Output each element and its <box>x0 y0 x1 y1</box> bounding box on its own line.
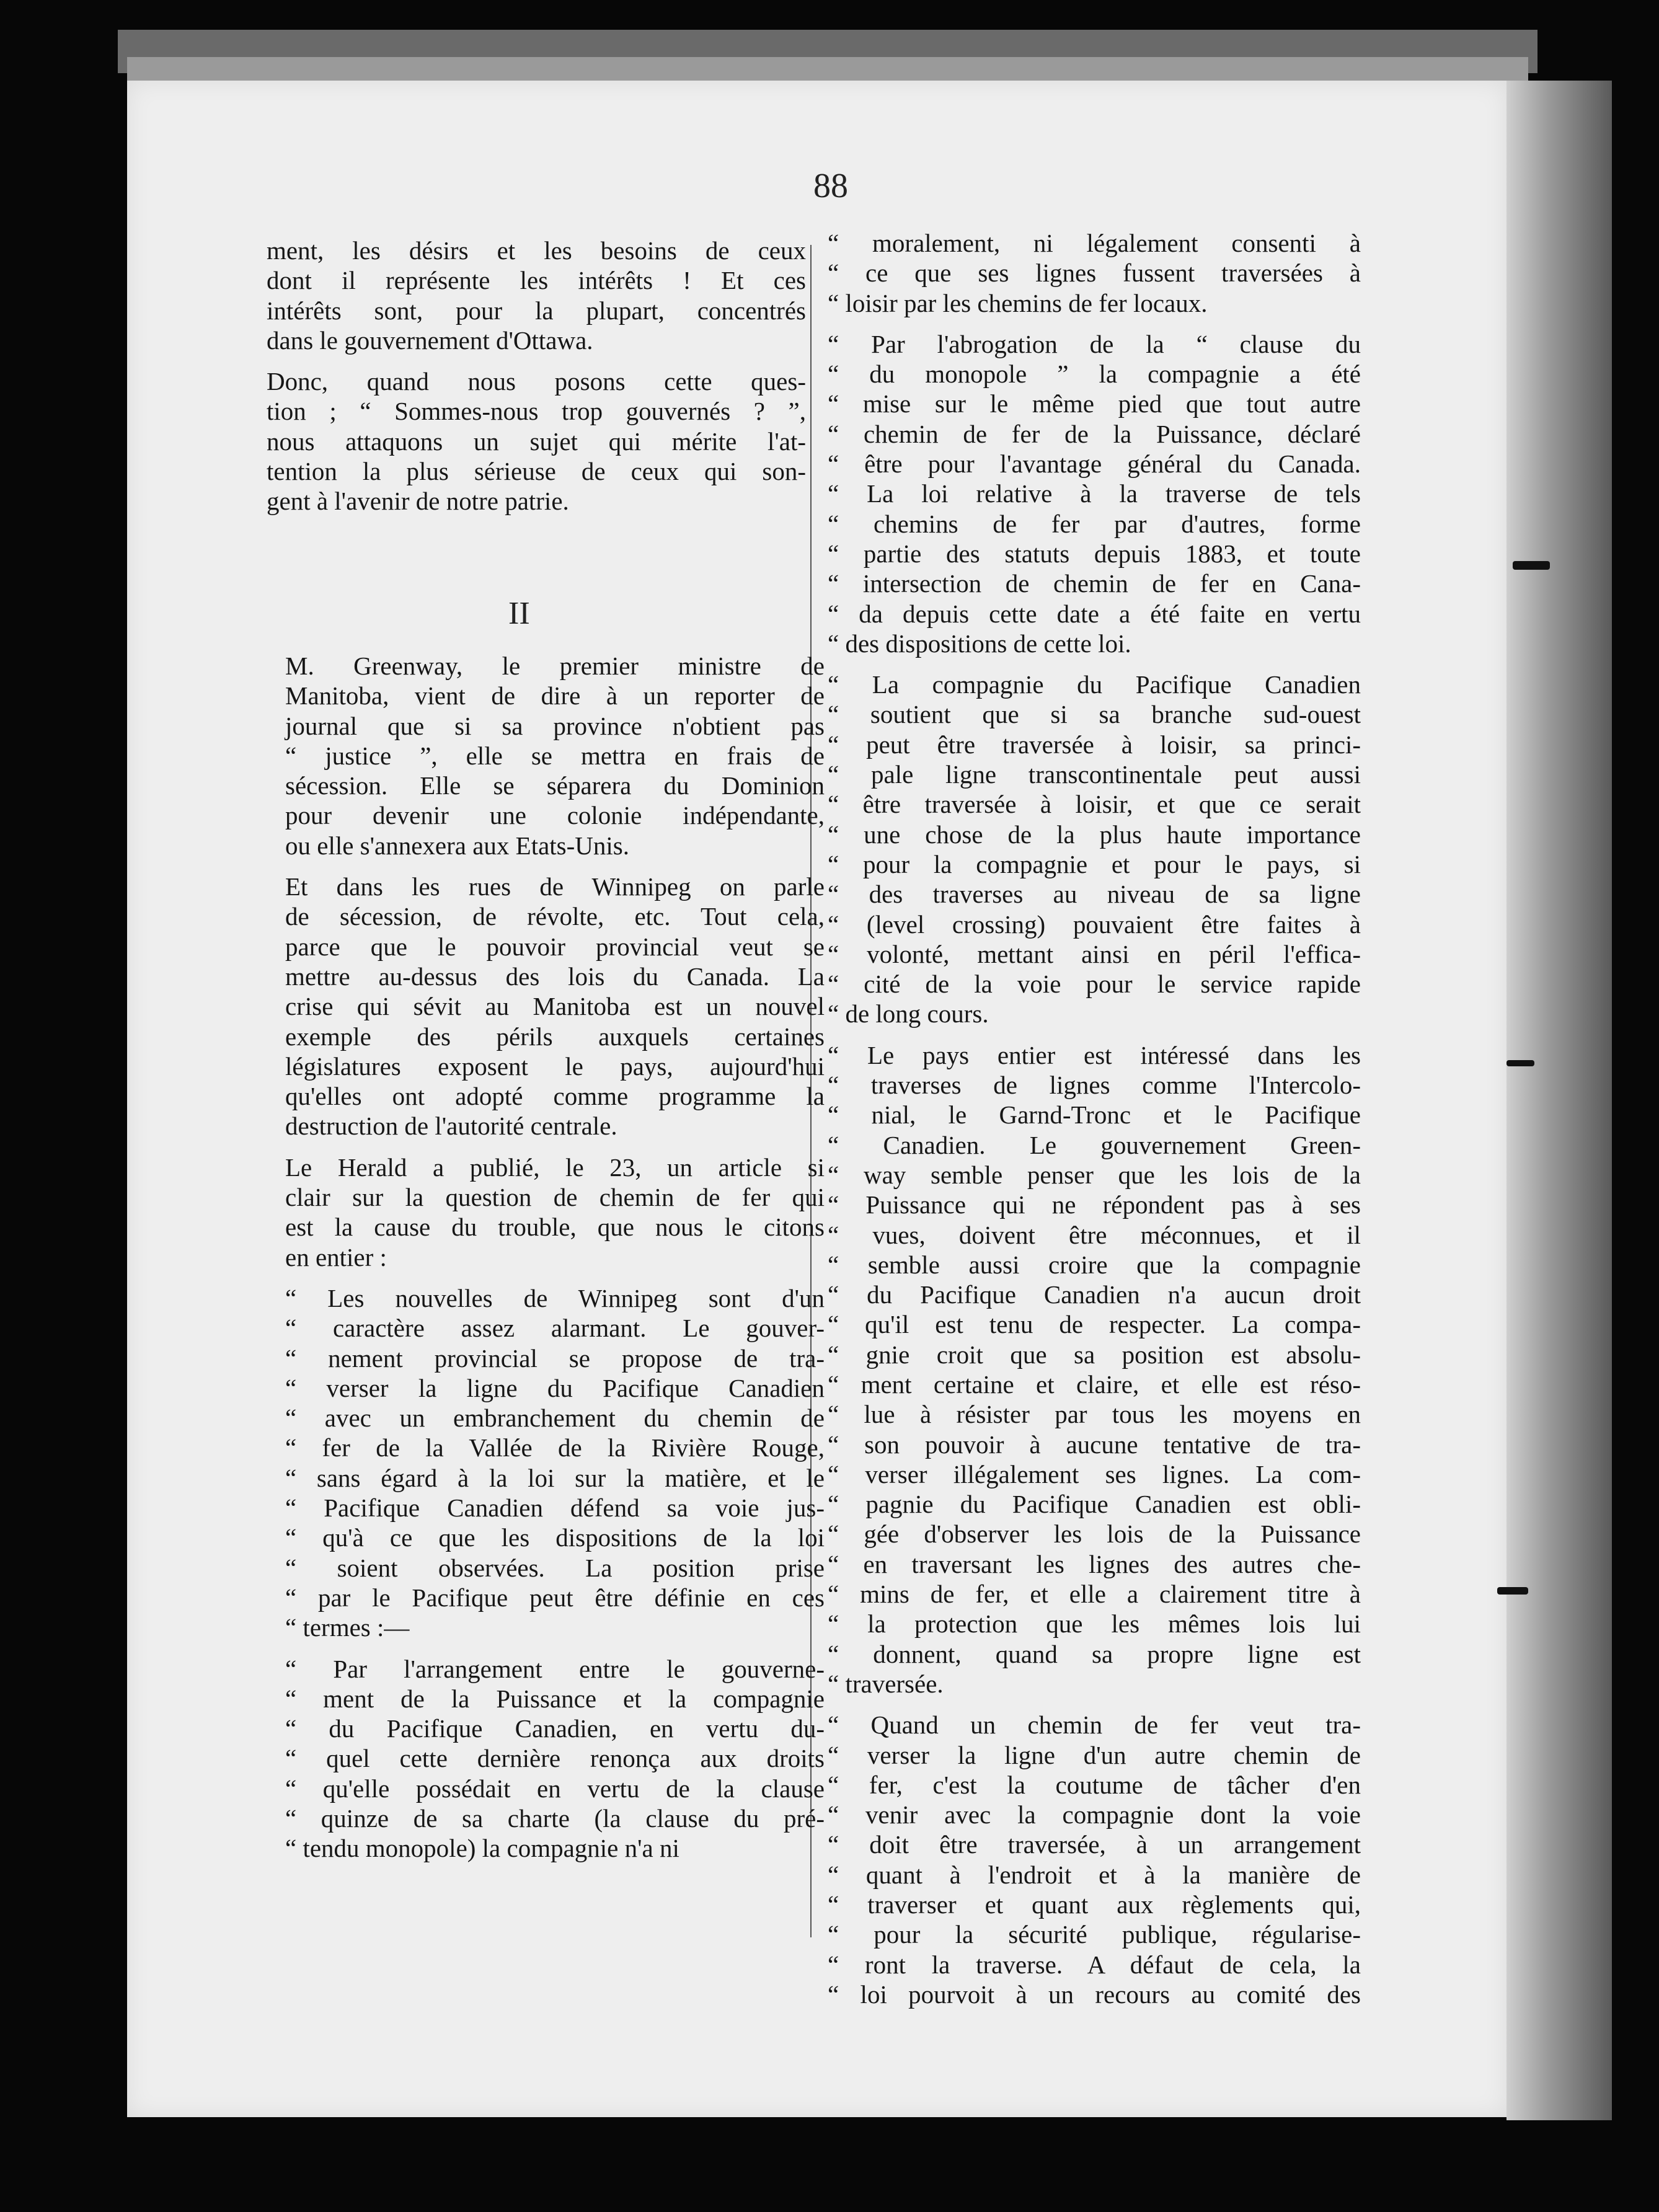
text-line: “ mins de fer, et elle a clairement titre à <box>828 1580 1361 1609</box>
margin-mark <box>1513 561 1550 570</box>
section-heading: II <box>508 596 530 631</box>
text-line: “ justice ”, elle se mettra en frais de <box>285 741 825 770</box>
text-line: “ venir avec la compagnie dont la voie <box>828 1800 1361 1829</box>
text-line: sécession. Elle se séparera du Dominion <box>285 771 825 800</box>
text-line: “ fer, c'est la coutume de tâcher d'en <box>828 1770 1361 1799</box>
text-line: destruction de l'autorité centrale. <box>285 1112 617 1141</box>
text-line: “ quel cette dernière renonça aux droits <box>285 1744 825 1773</box>
text-line: “ Pacifique Canadien défend sa voie jus- <box>285 1493 825 1523</box>
text-line: de sécession, de révolte, etc. Tout cela, <box>285 902 825 931</box>
text-line: “ La loi relative à la traverse de tels <box>828 479 1361 508</box>
text-line: “ gnie croit que sa position est absolu- <box>828 1340 1361 1369</box>
text-line: “ du Pacifique Canadien, en vertu du- <box>285 1714 825 1743</box>
text-line: journal que si sa province n'obtient pas <box>285 711 825 740</box>
right-column <box>828 228 1361 2009</box>
text-line: “ intersection de chemin de fer en Cana- <box>828 569 1361 598</box>
margin-mark <box>1497 1587 1528 1595</box>
text-line: Manitoba, vient de dire à un reporter de <box>285 681 825 710</box>
text-line: “ fer de la Vallée de la Rivière Rouge, <box>285 1433 825 1462</box>
text-line: “ une chose de la plus haute importance <box>828 820 1361 849</box>
text-line: “ pour la sécurité publique, régularise- <box>828 1920 1361 1949</box>
text-line: “ Par l'arrangement entre le gouverne- <box>285 1654 825 1683</box>
text-line: “ vues, doivent être méconnues, et il <box>828 1220 1361 1249</box>
text-line: “ ront la traverse. A défaut de cela, la <box>828 1950 1361 1979</box>
text-line: “ des traverses au niveau de sa ligne <box>828 880 1361 909</box>
text-line: intérêts sont, pour la plupart, concentrés <box>267 296 806 325</box>
text-line: “ pagnie du Pacifique Canadien est obli- <box>828 1490 1361 1519</box>
text-line: nous attaquons un sujet qui mérite l'at- <box>267 427 806 456</box>
text-line: “ pale ligne transcontinentale peut aussi <box>828 760 1361 789</box>
paragraph-gap <box>285 1272 825 1283</box>
text-line: “ quant à l'endroit et à la manière de <box>828 1860 1361 1889</box>
text-line: “ doit être traversée, à un arrangement <box>828 1830 1361 1859</box>
facing-page-edge <box>1506 81 1612 2120</box>
text-line: “ termes :— <box>285 1613 410 1642</box>
text-line: “ traversée. <box>828 1669 944 1698</box>
text-line: “ verser la ligne du Pacifique Canadien <box>285 1373 825 1402</box>
text-line: “ cité de la voie pour le service rapide <box>828 970 1361 999</box>
text-line: “ Puissance qui ne répondent pas à ses <box>828 1190 1361 1219</box>
text-line: dont il représente les intérêts ! Et ces <box>267 266 806 295</box>
text-line: “ qu'à ce que les dispositions de la loi <box>285 1523 825 1552</box>
text-line: “ verser illégalement ses lignes. La com- <box>828 1459 1361 1489</box>
text-line: “ sans égard à la loi sur la matière, et le <box>285 1463 825 1492</box>
text-line: “ par le Pacifique peut être définie en ces <box>285 1583 825 1612</box>
text-line: “ La compagnie du Pacifique Canadien <box>828 670 1361 699</box>
text-line: “ moralement, ni légalement consenti à <box>828 229 1361 257</box>
text-line: “ caractère assez alarmant. Le gouver- <box>285 1314 825 1343</box>
text-line: Donc, quand nous posons cette ques- <box>267 367 806 396</box>
text-line: “ chemins de fer par d'autres, forme <box>828 509 1361 538</box>
text-line: législatures exposent le pays, aujourd'hui <box>285 1051 825 1081</box>
text-line: “ da depuis cette date a été faite en vertu <box>828 599 1361 628</box>
text-line: “ gée d'observer les lois de la Puissance <box>828 1520 1361 1549</box>
text-line: “ way semble penser que les lois de la <box>828 1160 1361 1189</box>
text-line: “ loisir par les chemins de fer locaux. <box>828 288 1208 317</box>
text-line: “ verser la ligne d'un autre chemin de <box>828 1740 1361 1769</box>
text-line: “ être pour l'avantage général du Canada. <box>828 449 1361 479</box>
left-column-bottom <box>285 651 825 1864</box>
text-line: “ pour la compagnie et pour le pays, si <box>828 849 1361 878</box>
paragraph-gap <box>267 355 806 366</box>
text-line: “ Quand un chemin de fer veut tra- <box>828 1710 1361 1740</box>
paragraph-gap <box>828 318 1361 329</box>
paragraph-gap <box>828 1029 1361 1040</box>
paragraph-gap <box>828 1699 1361 1710</box>
text-line: exemple des périls auxquels certaines <box>285 1022 825 1051</box>
text-line: “ en traversant les lignes des autres che- <box>828 1549 1361 1578</box>
text-line: “ du Pacifique Canadien n'a aucun droit <box>828 1280 1361 1309</box>
page-stack-edge-inner <box>127 57 1528 82</box>
text-line: “ la protection que les mêmes lois lui <box>828 1609 1361 1639</box>
text-line: “ loi pourvoit à un recours au comité des <box>828 1980 1361 2009</box>
paragraph-gap <box>285 1141 825 1152</box>
text-line: “ ce que ses lignes fussent traversées à <box>828 259 1361 288</box>
text-line: “ partie des statuts depuis 1883, et toute <box>828 539 1361 568</box>
text-line: “ qu'il est tenu de respecter. La compa- <box>828 1310 1361 1339</box>
text-line: est la cause du trouble, que nous le citons <box>285 1213 825 1242</box>
text-line: “ traverser et quant aux règlements qui, <box>828 1890 1361 1919</box>
text-line: “ soient observées. La position prise <box>285 1553 825 1582</box>
paragraph-gap <box>285 860 825 872</box>
text-line: dans le gouvernement d'Ottawa. <box>267 325 593 355</box>
text-line: ou elle s'annexera aux Etats-Unis. <box>285 831 630 860</box>
text-line: gent à l'avenir de notre patrie. <box>267 487 569 516</box>
text-line: “ quinze de sa charte (la clause du pré- <box>285 1803 825 1833</box>
text-line: “ volonté, mettant ainsi en péril l'effica- <box>828 939 1361 968</box>
text-line: Le Herald a publié, le 23, un article si <box>285 1152 825 1182</box>
text-line: “ son pouvoir à aucune tentative de tra- <box>828 1430 1361 1459</box>
text-line: “ Par l'abrogation de la “ clause du <box>828 329 1361 358</box>
text-line: Et dans les rues de Winnipeg on parle <box>285 872 825 901</box>
text-line: pour devenir une colonie indépendante, <box>285 801 825 830</box>
text-line: “ chemin de fer de la Puissance, déclaré <box>828 419 1361 448</box>
text-line: clair sur la question de chemin de fer qui <box>285 1183 825 1212</box>
text-line: “ ment certaine et claire, et elle est réso- <box>828 1369 1361 1399</box>
text-line: qu'elles ont adopté comme programme la <box>285 1082 825 1111</box>
text-line: “ tendu monopole) la compagnie n'a ni <box>285 1834 679 1863</box>
text-line: “ ment de la Puissance et la compagnie <box>285 1684 825 1713</box>
text-line: tention la plus sérieuse de ceux qui son- <box>267 457 806 486</box>
text-line: tion ; “ Sommes-nous trop gouvernés ? ”, <box>267 397 806 426</box>
text-line: “ de long cours. <box>828 999 989 1029</box>
left-column-top <box>267 236 806 516</box>
text-line: “ des dispositions de cette loi. <box>828 629 1131 658</box>
text-line: crise qui sévit au Manitoba est un nouvel <box>285 992 825 1021</box>
text-line: “ Les nouvelles de Winnipeg sont d'un <box>285 1283 825 1312</box>
text-line: “ nement provincial se propose de tra- <box>285 1343 825 1373</box>
text-line: mettre au-dessus des lois du Canada. La <box>285 962 825 991</box>
text-line: “ traverses de lignes comme l'Intercolo- <box>828 1071 1361 1100</box>
page-number: 88 <box>813 167 848 205</box>
text-line: M. Greenway, le premier ministre de <box>285 652 825 680</box>
margin-mark <box>1506 1060 1534 1066</box>
paragraph-gap <box>285 1643 825 1654</box>
text-line: “ lue à résister par tous les moyens en <box>828 1400 1361 1429</box>
text-line: “ être traversée à loisir, et que ce serait <box>828 790 1361 819</box>
text-line: “ du monopole ” la compagnie a été <box>828 360 1361 389</box>
text-line: “ qu'elle possédait en vertu de la clause <box>285 1774 825 1803</box>
text-line: en entier : <box>285 1242 387 1272</box>
text-line: “ mise sur le même pied que tout autre <box>828 389 1361 418</box>
text-line: “ Canadien. Le gouvernement Green- <box>828 1130 1361 1159</box>
text-line: “ (level crossing) pouvaient être faites à <box>828 909 1361 939</box>
text-line: parce que le pouvoir provincial veut se <box>285 932 825 961</box>
text-line: “ soutient que si sa branche sud-ouest <box>828 700 1361 729</box>
text-line: “ nial, le Garnd-Tronc et le Pacifique <box>828 1100 1361 1130</box>
paragraph-gap <box>828 658 1361 670</box>
text-line: “ peut être traversée à loisir, sa princi- <box>828 730 1361 759</box>
text-line: “ avec un embranchement du chemin de <box>285 1404 825 1433</box>
text-line: “ Le pays entier est intéressé dans les <box>828 1040 1361 1069</box>
text-line: “ donnent, quand sa propre ligne est <box>828 1639 1361 1668</box>
text-line: ment, les désirs et les besoins de ceux <box>267 236 806 265</box>
text-line: “ semble aussi croire que la compagnie <box>828 1250 1361 1279</box>
